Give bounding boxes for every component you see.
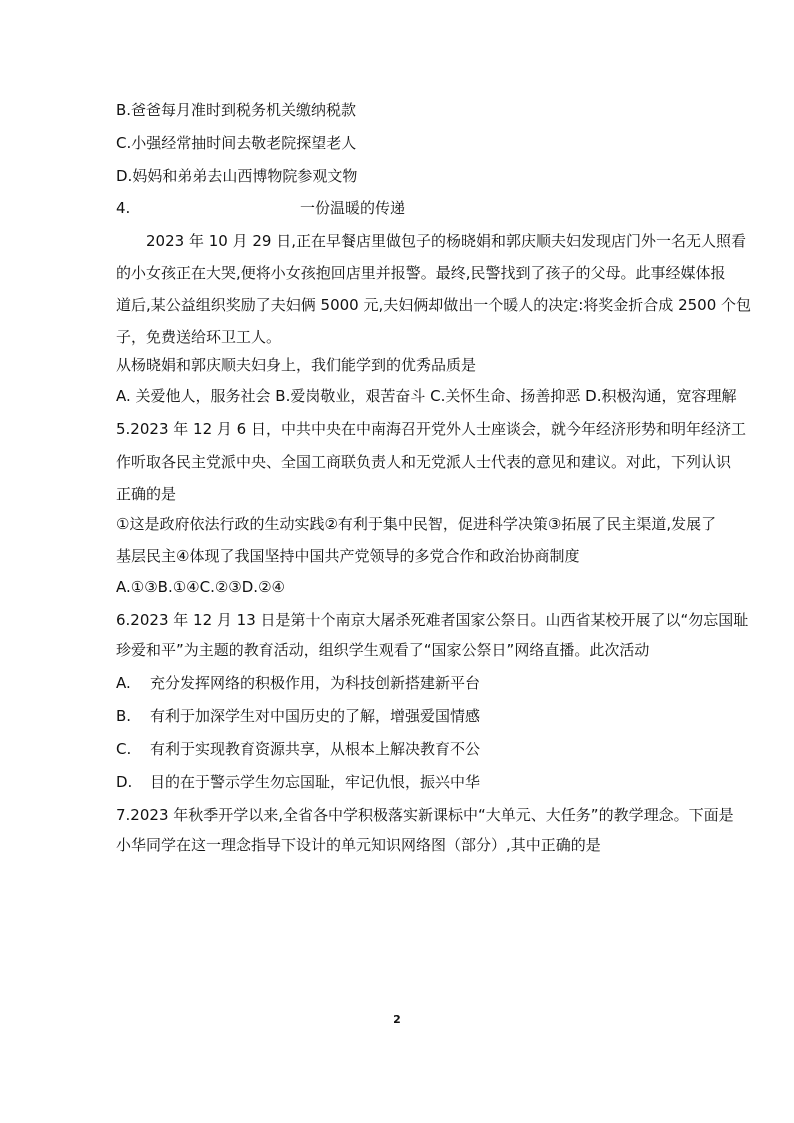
- q6-option-d: [116, 772, 480, 792]
- q4-title: 一份温暖的传递: [300, 199, 406, 217]
- q6-option-c: [116, 739, 480, 759]
- q5-line: ①这是政府依法行政的生动实践②有利于集中民智，促进科学决策③拓展了民主渠道,发展了: [116, 515, 717, 533]
- q7-line: 7.2023 年秋季开学以来,全省各中学积极落实新课标中“大单元、大任务”的教学理念。下面是: [116, 806, 734, 824]
- option-text: 有利于加深学生对中国历史的了解，增强爱国情感: [150, 707, 481, 725]
- q6-line: 6.2023 年 12 月 13 日是第十个南京大屠杀死难者国家公祭日。山西省某校开展了以“勿忘国耻: [116, 611, 749, 629]
- option-label: D.: [116, 773, 133, 791]
- page-number: 2: [393, 1013, 401, 1026]
- q6-line: 珍爱和平”为主题的教育活动，组织学生观看了“国家公祭日”网络直播。此次活动: [116, 641, 650, 659]
- q6-option-a: [116, 673, 480, 693]
- option-text: 有利于实现教育资源共享，从根本上解决教育不公: [150, 740, 481, 758]
- option-label: B.: [116, 707, 132, 725]
- q4-options: A. 关爱他人，服务社会 B.爱岗敬业，艰苦奋斗 C.关怀生命、扬善抑恶 D.积极沟通，宽容理解: [116, 387, 737, 405]
- q4-passage-line: 的小女孩正在大哭,便将小女孩抱回店里并报警。最终,民警找到了孩子的父母。此事经媒体报: [116, 264, 726, 282]
- q3-option-b: B.爸爸每月准时到税务机关缴纳税款: [116, 101, 357, 119]
- q5-line: 作听取各民主党派中央、全国工商联负责人和无党派人士代表的意见和建议。对此，下列认识: [116, 453, 732, 471]
- option-label: C.: [116, 740, 132, 758]
- q5-line: 正确的是: [116, 485, 177, 503]
- q4-number: 4.: [116, 199, 131, 217]
- q4-stem: 从杨晓娟和郭庆顺夫妇身上，我们能学到的优秀品质是: [116, 356, 477, 374]
- q4-passage-line: 2023 年 10 月 29 日,正在早餐店里做包子的杨晓娟和郭庆顺夫妇发现店门外一名无人照看: [146, 232, 746, 250]
- q3-option-d: D.妈妈和弟弟去山西博物院参观文物: [116, 167, 358, 185]
- option-label: A.: [116, 674, 131, 692]
- option-text: 充分发挥网络的积极作用，为科技创新搭建新平台: [150, 674, 481, 692]
- q4-passage-line: 道后,某公益组织奖励了夫妇俩 5000 元,夫妇俩却做出一个暖人的决定:将奖金折合成 2500 个包: [116, 296, 752, 314]
- q7-line: 小华同学在这一理念指导下设计的单元知识网络图（部分）,其中正确的是: [116, 836, 601, 854]
- q5-options: A.①③B.①④C.②③D.②④: [116, 578, 285, 596]
- q6-option-b: [116, 706, 480, 726]
- option-text: 目的在于警示学生勿忘国耻，牢记仇恨，振兴中华: [150, 773, 481, 791]
- q5-line: 基层民主④体现了我国坚持中国共产党领导的多党合作和政治协商制度: [116, 547, 580, 565]
- q3-option-c: C.小强经常抽时间去敬老院探望老人: [116, 134, 357, 152]
- q4-passage-line: 子，免费送给环卫工人。: [116, 328, 282, 346]
- q5-line: 5.2023 年 12 月 6 日，中共中央在中南海召开党外人士座谈会，就今年经济形势和明年经济工: [116, 420, 746, 438]
